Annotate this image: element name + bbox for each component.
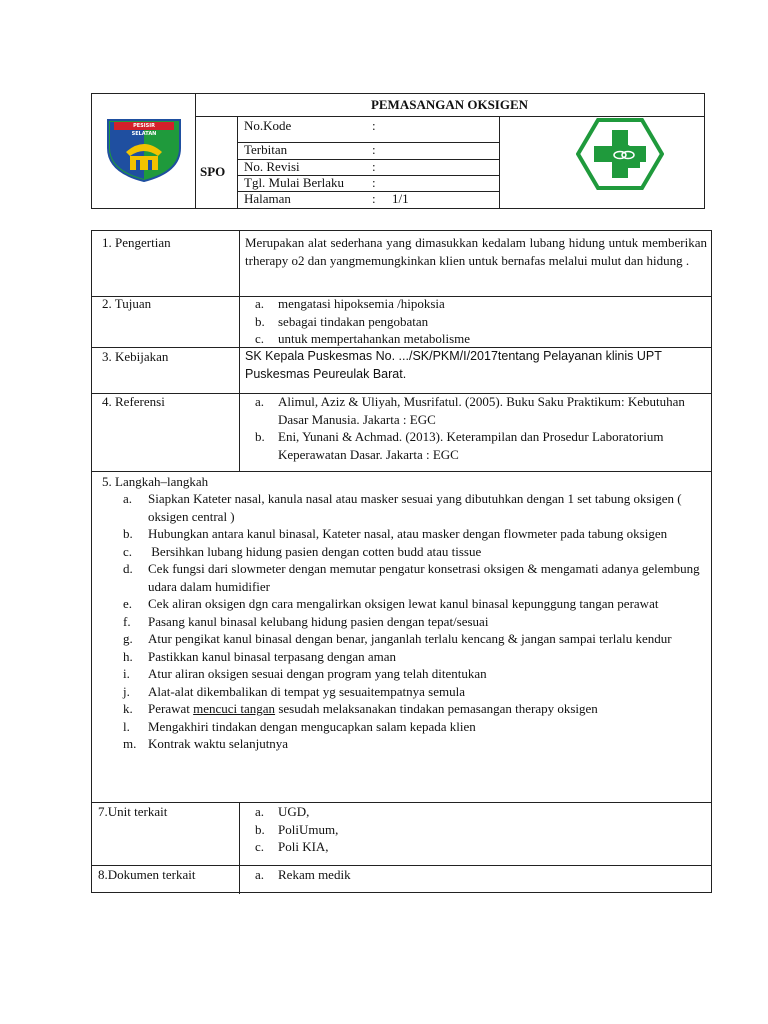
step-marker: l.: [123, 718, 130, 734]
step-text: Cek fungsi dari slowmeter dengan memutar pengatur konsetrasi oksigen & mengamati adanya gelembung udara dalam humidifier: [148, 561, 700, 594]
step-marker: j.: [123, 683, 130, 699]
step-text: Atur aliran oksigen sesuai dengan program yang telah ditentukan: [148, 666, 487, 681]
step-text-underlined: mencuci tangan: [193, 701, 276, 716]
document-title: PEMASANGAN OKSIGEN: [370, 97, 529, 112]
list-item-text: UGD,: [278, 804, 310, 819]
pengertian-text: Merupakan alat sederhana yang dimasukkan kedalam lubang hidung untuk memberikan trherapy o2 dan yangmemungkinkan klien untuk bernafas melalui mulut dan hidung .: [245, 235, 707, 268]
header-table: [91, 93, 705, 209]
step-item: [92, 490, 707, 525]
step-text: Mengakhiri tindakan dengan mengucapkan salam kepada klien: [148, 718, 476, 734]
list-item: [245, 313, 707, 331]
meta-label-kode: No.Kode: [244, 118, 292, 133]
step-text: Cek aliran oksigen dgn cara mengalirkan oksigen lewat kanul binasal kepunggung tangan perawat: [148, 596, 659, 611]
step-text: Siapkan Kateter nasal, kanula nasal atau masker sesuai yang dibutuhkan dengan 1 set tabung oksigen ( oksigen central ): [148, 491, 682, 524]
step-item: [92, 525, 707, 543]
step-item: [92, 648, 707, 666]
referensi-list: [245, 393, 707, 463]
step-item: [92, 700, 707, 718]
step-marker: c.: [123, 543, 133, 559]
list-item-text: sebagai tindakan pengobatan: [278, 313, 429, 329]
unit-list: [245, 803, 707, 856]
step-item: [92, 718, 707, 736]
section-label-pengertian: 1. Pengertian: [102, 235, 171, 250]
list-item: [245, 838, 707, 856]
row-divider: [92, 471, 711, 472]
column-divider: [239, 231, 240, 471]
list-marker: a.: [255, 804, 265, 819]
meta-colon: :: [372, 118, 376, 133]
step-text: Pasang kanul binasal kelubang hidung pasien dengan tepat/sesuai: [148, 613, 489, 629]
section-label-referensi: 4. Referensi: [102, 394, 165, 409]
list-marker: c.: [255, 839, 265, 854]
meta-label-terbitan: Terbitan: [244, 142, 288, 157]
step-marker: g.: [123, 631, 133, 646]
list-item: [245, 866, 707, 884]
section-label-tujuan: 2. Tujuan: [102, 296, 152, 311]
step-item: [92, 543, 707, 561]
meta-value-halaman: 1/1: [392, 191, 409, 206]
section-label-langkah: 5. Langkah–langkah: [102, 474, 209, 489]
section-label-dokumen: 8.Dokumen terkait: [98, 867, 196, 882]
section-label-unit: 7.Unit terkait: [98, 804, 168, 819]
step-text: Hubungkan antara kanul binasal, Kateter nasal, atau masker dengan flowmeter pada tabung oksigen: [148, 526, 668, 541]
step-marker: d.: [123, 561, 133, 576]
list-marker: a.: [255, 296, 265, 311]
step-text: Kontrak waktu selanjutnya: [148, 736, 289, 751]
list-marker: a.: [255, 394, 265, 409]
step-marker: f.: [123, 613, 131, 629]
step-item: [92, 735, 707, 753]
list-item-text: mengatasi hipoksemia /hipoksia: [278, 296, 445, 311]
list-marker: b.: [255, 821, 265, 837]
divider: [499, 116, 500, 208]
column-divider: [239, 802, 240, 894]
meta-label-tgl: Tgl. Mulai Berlaku: [244, 175, 345, 190]
step-text: Pastikkan kanul binasal terpasang dengan aman: [148, 648, 397, 664]
step-marker: i.: [123, 666, 130, 681]
step-marker: a.: [123, 491, 133, 506]
step-text-pre: Perawat: [148, 701, 194, 716]
divider: [195, 116, 704, 117]
meta-colon: :: [372, 191, 376, 206]
list-item: [245, 821, 707, 839]
regency-logo: [106, 118, 182, 182]
list-item-text: Poli KIA,: [278, 839, 329, 854]
step-marker: e.: [123, 596, 133, 611]
logo-caption: PESISIR SELATAN: [131, 123, 157, 137]
meta-colon: :: [372, 142, 376, 157]
procedure-table: [91, 230, 712, 893]
list-marker: b.: [255, 313, 265, 329]
step-item: [92, 683, 707, 701]
puskesmas-hexagon-icon: [576, 118, 664, 190]
step-text: Bersihkan lubang hidung pasien dengan cotten budd atau tissue: [148, 543, 482, 559]
list-item-text: PoliUmum,: [278, 821, 339, 837]
meta-label-revisi: No. Revisi: [244, 159, 300, 174]
step-marker: b.: [123, 526, 133, 541]
list-item-text: Eni, Yunani & Achmad. (2013). Keterampilan dan Prosedur Laboratorium Keperawatan Dasar. Jakarta : EGC: [278, 429, 664, 462]
step-item: [92, 665, 707, 683]
meta-label-halaman: Halaman: [244, 191, 291, 206]
list-marker: c.: [255, 331, 265, 346]
list-item: [245, 428, 707, 463]
step-marker: h.: [123, 648, 133, 664]
list-item-text: untuk mempertahankan metabolisme: [278, 331, 471, 346]
step-marker: m.: [123, 736, 137, 751]
step-item: [92, 595, 707, 613]
divider: [237, 116, 238, 208]
list-marker: b.: [255, 429, 265, 444]
kebijakan-text: SK Kepala Puskesmas No. .../SK/PKM/I/2017tentang Pelayanan klinis UPT Puskesmas Peureulak Barat.: [245, 349, 662, 381]
list-marker: a.: [255, 867, 265, 882]
meta-colon: :: [372, 175, 376, 190]
step-text: Alat-alat dikembalikan di tempat yg sesuaitempatnya semula: [148, 683, 465, 699]
list-item: [245, 330, 707, 348]
step-item: [92, 560, 707, 595]
section-label-kebijakan: 3. Kebijakan: [102, 349, 169, 364]
step-item: [92, 613, 707, 631]
step-item: [92, 630, 707, 648]
step-text: Atur pengikat kanul binasal dengan benar, janganlah terlalu kencang & jangan sampai terlalu kendur: [148, 631, 672, 646]
step-marker: k.: [123, 701, 133, 716]
dokumen-list: [245, 866, 707, 884]
puskesmas-logo: [576, 118, 664, 190]
step-text-post: sesudah melaksanakan tindakan pemasangan therapy oksigen: [275, 701, 598, 716]
list-item: [245, 393, 707, 428]
spo-label: SPO: [200, 164, 226, 179]
langkah-steps: [92, 490, 707, 753]
list-item: [245, 803, 707, 821]
meta-colon: :: [372, 159, 376, 174]
list-item: [245, 295, 707, 313]
list-item-text: Alimul, Aziz & Uliyah, Musrifatul. (2005). Buku Saku Praktikum: Kebutuhan Dasar Manusia. Jakarta : EGC: [278, 394, 685, 427]
list-item-text: Rekam medik: [278, 867, 351, 882]
tujuan-list: [245, 295, 707, 348]
